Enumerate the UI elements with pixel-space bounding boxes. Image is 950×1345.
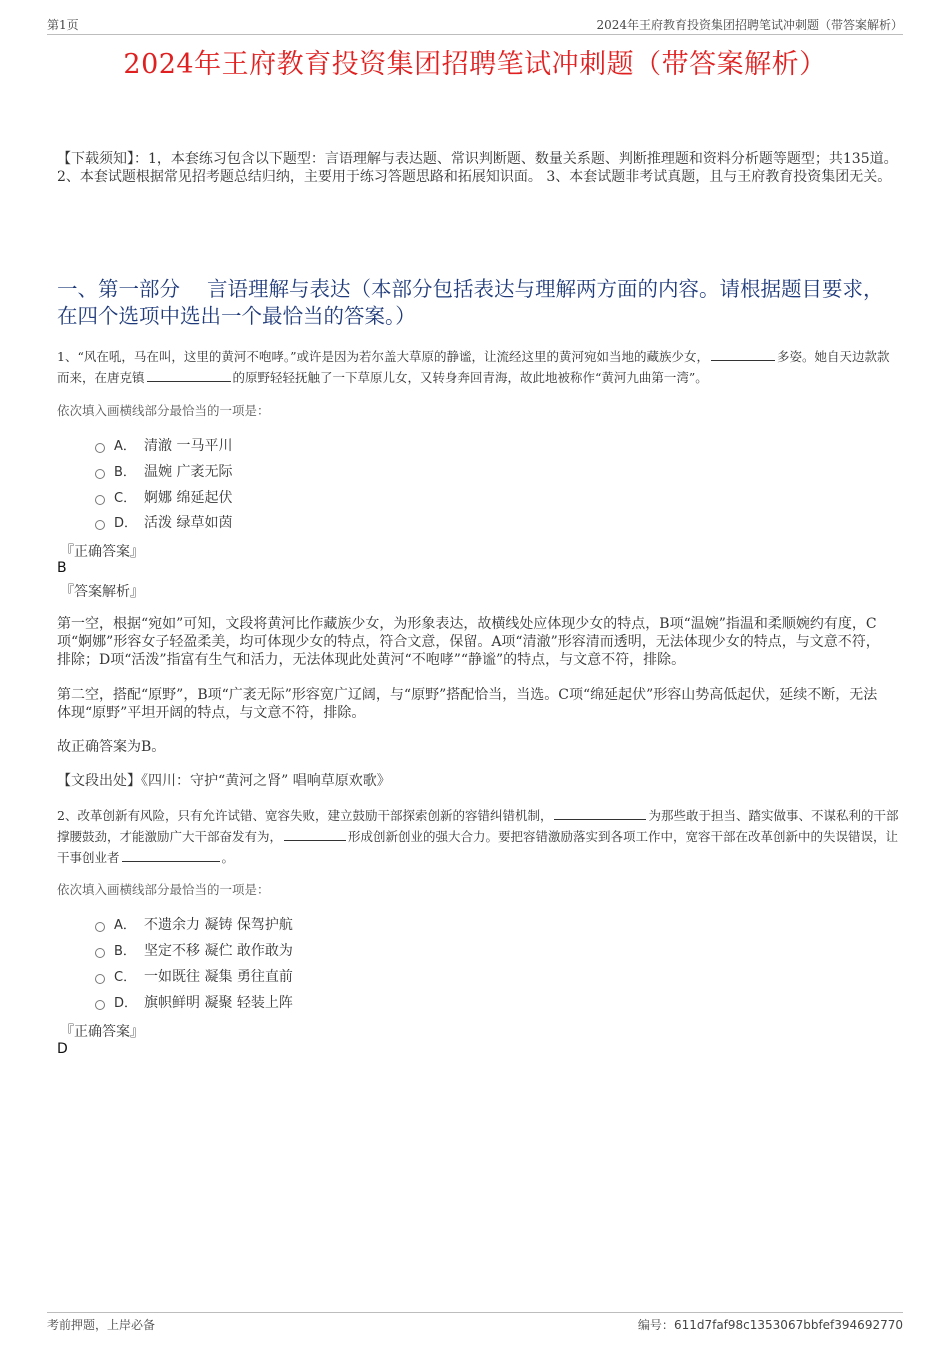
question-2-option-a[interactable]: A． 不遗余力 凝铸 保驾护航 (95, 915, 293, 935)
question-2-blank-3 (122, 848, 220, 862)
question-1-text-a: 1、“风在吼，马在叫，这里的黄河不咆哮。”或许是因为若尔盖大草原的静谧，让流经这里的黄河宛如当地的藏族少女， (57, 349, 709, 364)
question-1-prompt: 依次填入画横线部分最恰当的一项是： (57, 403, 270, 418)
question-1-analysis-label: 『答案解析』 (60, 584, 144, 600)
footer-code (638, 1316, 903, 1333)
header-doc-title: 2024年王府教育投资集团招聘笔试冲刺题（带答案解析） (596, 18, 903, 32)
question-2-answer-label: 『正确答案』 (60, 1024, 144, 1040)
question-1-conclusion: 故正确答案为B。 (57, 739, 166, 755)
question-2-option-c[interactable]: C． 一如既往 凝集 勇往直前 (95, 967, 293, 987)
question-1-text-c: 的原野轻轻抚触了一下草原儿女，又转身奔回青海，故此地被称作“黄河九曲第一湾”。 (232, 370, 708, 385)
question-2-option-b[interactable]: B． 坚定不移 凝伫 敢作敢为 (95, 941, 293, 961)
question-2-text-a: 2、改革创新有风险，只有允许试错、宽容失败，建立鼓励干部探索创新的容错纠错机制， (57, 808, 553, 823)
radio-icon[interactable] (95, 1000, 105, 1010)
radio-icon[interactable] (95, 922, 105, 932)
section-title: 一、第一部分 言语理解与表达（本部分包括表达与理解两方面的内容。请根据题目要求，在四个选项中选出一个最恰当的答案。） (57, 277, 884, 328)
question-1-option-d[interactable]: D． 活泼 绿草如茵 (95, 513, 232, 533)
radio-icon[interactable] (95, 443, 105, 453)
question-1-text-b: 多姿。她自天边款款而来，在唐克镇 (57, 349, 890, 385)
question-1-stem (57, 346, 899, 388)
question-2-text-b: 为那些敢于担当、踏实做事、不谋私利的干部撑腰鼓劲，才能激励广大干部奋发有为， (57, 808, 899, 844)
radio-icon[interactable] (95, 974, 105, 984)
question-2-blank-2 (284, 827, 346, 841)
question-1-blank-2 (147, 368, 231, 382)
question-1-analysis-2: 第二空，搭配“原野”，B项“广袤无际”形容宽广辽阔，与“原野”搭配恰当，当选。C项“绵延起伏”形容山势高低起伏，延续不断，无法体现“原野”平坦开阔的特点，与文意不符，排除。 (57, 687, 878, 721)
question-1-answer: B (57, 560, 67, 576)
question-1-source: 【文段出处】《四川：守护“黄河之肾” 唱响草原欢歌》 (57, 773, 391, 789)
question-2-option-d[interactable]: D． 旗帜鲜明 凝聚 轻装上阵 (95, 993, 293, 1013)
radio-icon[interactable] (95, 948, 105, 958)
footer-code-label: 编号： (637, 1318, 674, 1332)
question-1-analysis-1: 第一空，根据“宛如”可知，文段将黄河比作藏族少女，为形象表达，故横线处应体现少女的特点，B项“温婉”指温和柔顺婉约有度，C项“婀娜”形容女子轻盈柔美，均可体现少女的特点，符合文意，保留。A项“清澈”形容清而透明，无法体现少女的特点，与文意不符，排除；D项“活泼”指富有生气和活力，无法体现此处黄河“不咆哮”“静谧”的特点，与文意不符，排除。 (57, 616, 880, 668)
question-1-blank-1 (711, 347, 775, 361)
question-1-option-b[interactable]: B． 温婉 广袤无际 (95, 462, 232, 482)
radio-icon[interactable] (95, 520, 105, 530)
question-1-answer-label: 『正确答案』 (60, 544, 144, 560)
page-header (47, 14, 903, 35)
download-notice: 【下载须知】：1，本套练习包含以下题型：言语理解与表达题、常识判断题、数量关系题、判断推理题和资料分析题等题型；共135道。 2、本套试题根据常见招考题总结归纳，主要用于练习答题思路和拓展知识面。 3、本套试题非考试真题，且与王府教育投资集团无关。 (57, 151, 898, 185)
question-2-stem (57, 805, 899, 868)
footer-code-value: 611d7faf98c1353067bbfef394692770 (673, 1318, 903, 1332)
question-2-prompt: 依次填入画横线部分最恰当的一项是： (57, 882, 270, 897)
document-title: 2024年王府教育投资集团招聘笔试冲刺题（带答案解析） (123, 49, 827, 80)
question-2-answer: D (57, 1041, 68, 1057)
footer-slogan: 考前押题，上岸必备 (47, 1318, 156, 1332)
question-2-blank-1 (554, 806, 646, 820)
question-1-option-a[interactable]: A． 清澈 一马平川 (95, 436, 232, 456)
page-number-label: 第1页 (47, 18, 79, 32)
page-footer (47, 1312, 903, 1333)
question-2-text-c: 形成创新创业的强大合力。要把容错激励落实到各项工作中，宽容干部在改革创新中的失误错误，让干事创业者 (57, 829, 899, 865)
question-1-option-c[interactable]: C． 婀娜 绵延起伏 (95, 488, 232, 508)
question-2-text-d: 。 (221, 850, 235, 865)
radio-icon[interactable] (95, 469, 105, 479)
radio-icon[interactable] (95, 495, 105, 505)
